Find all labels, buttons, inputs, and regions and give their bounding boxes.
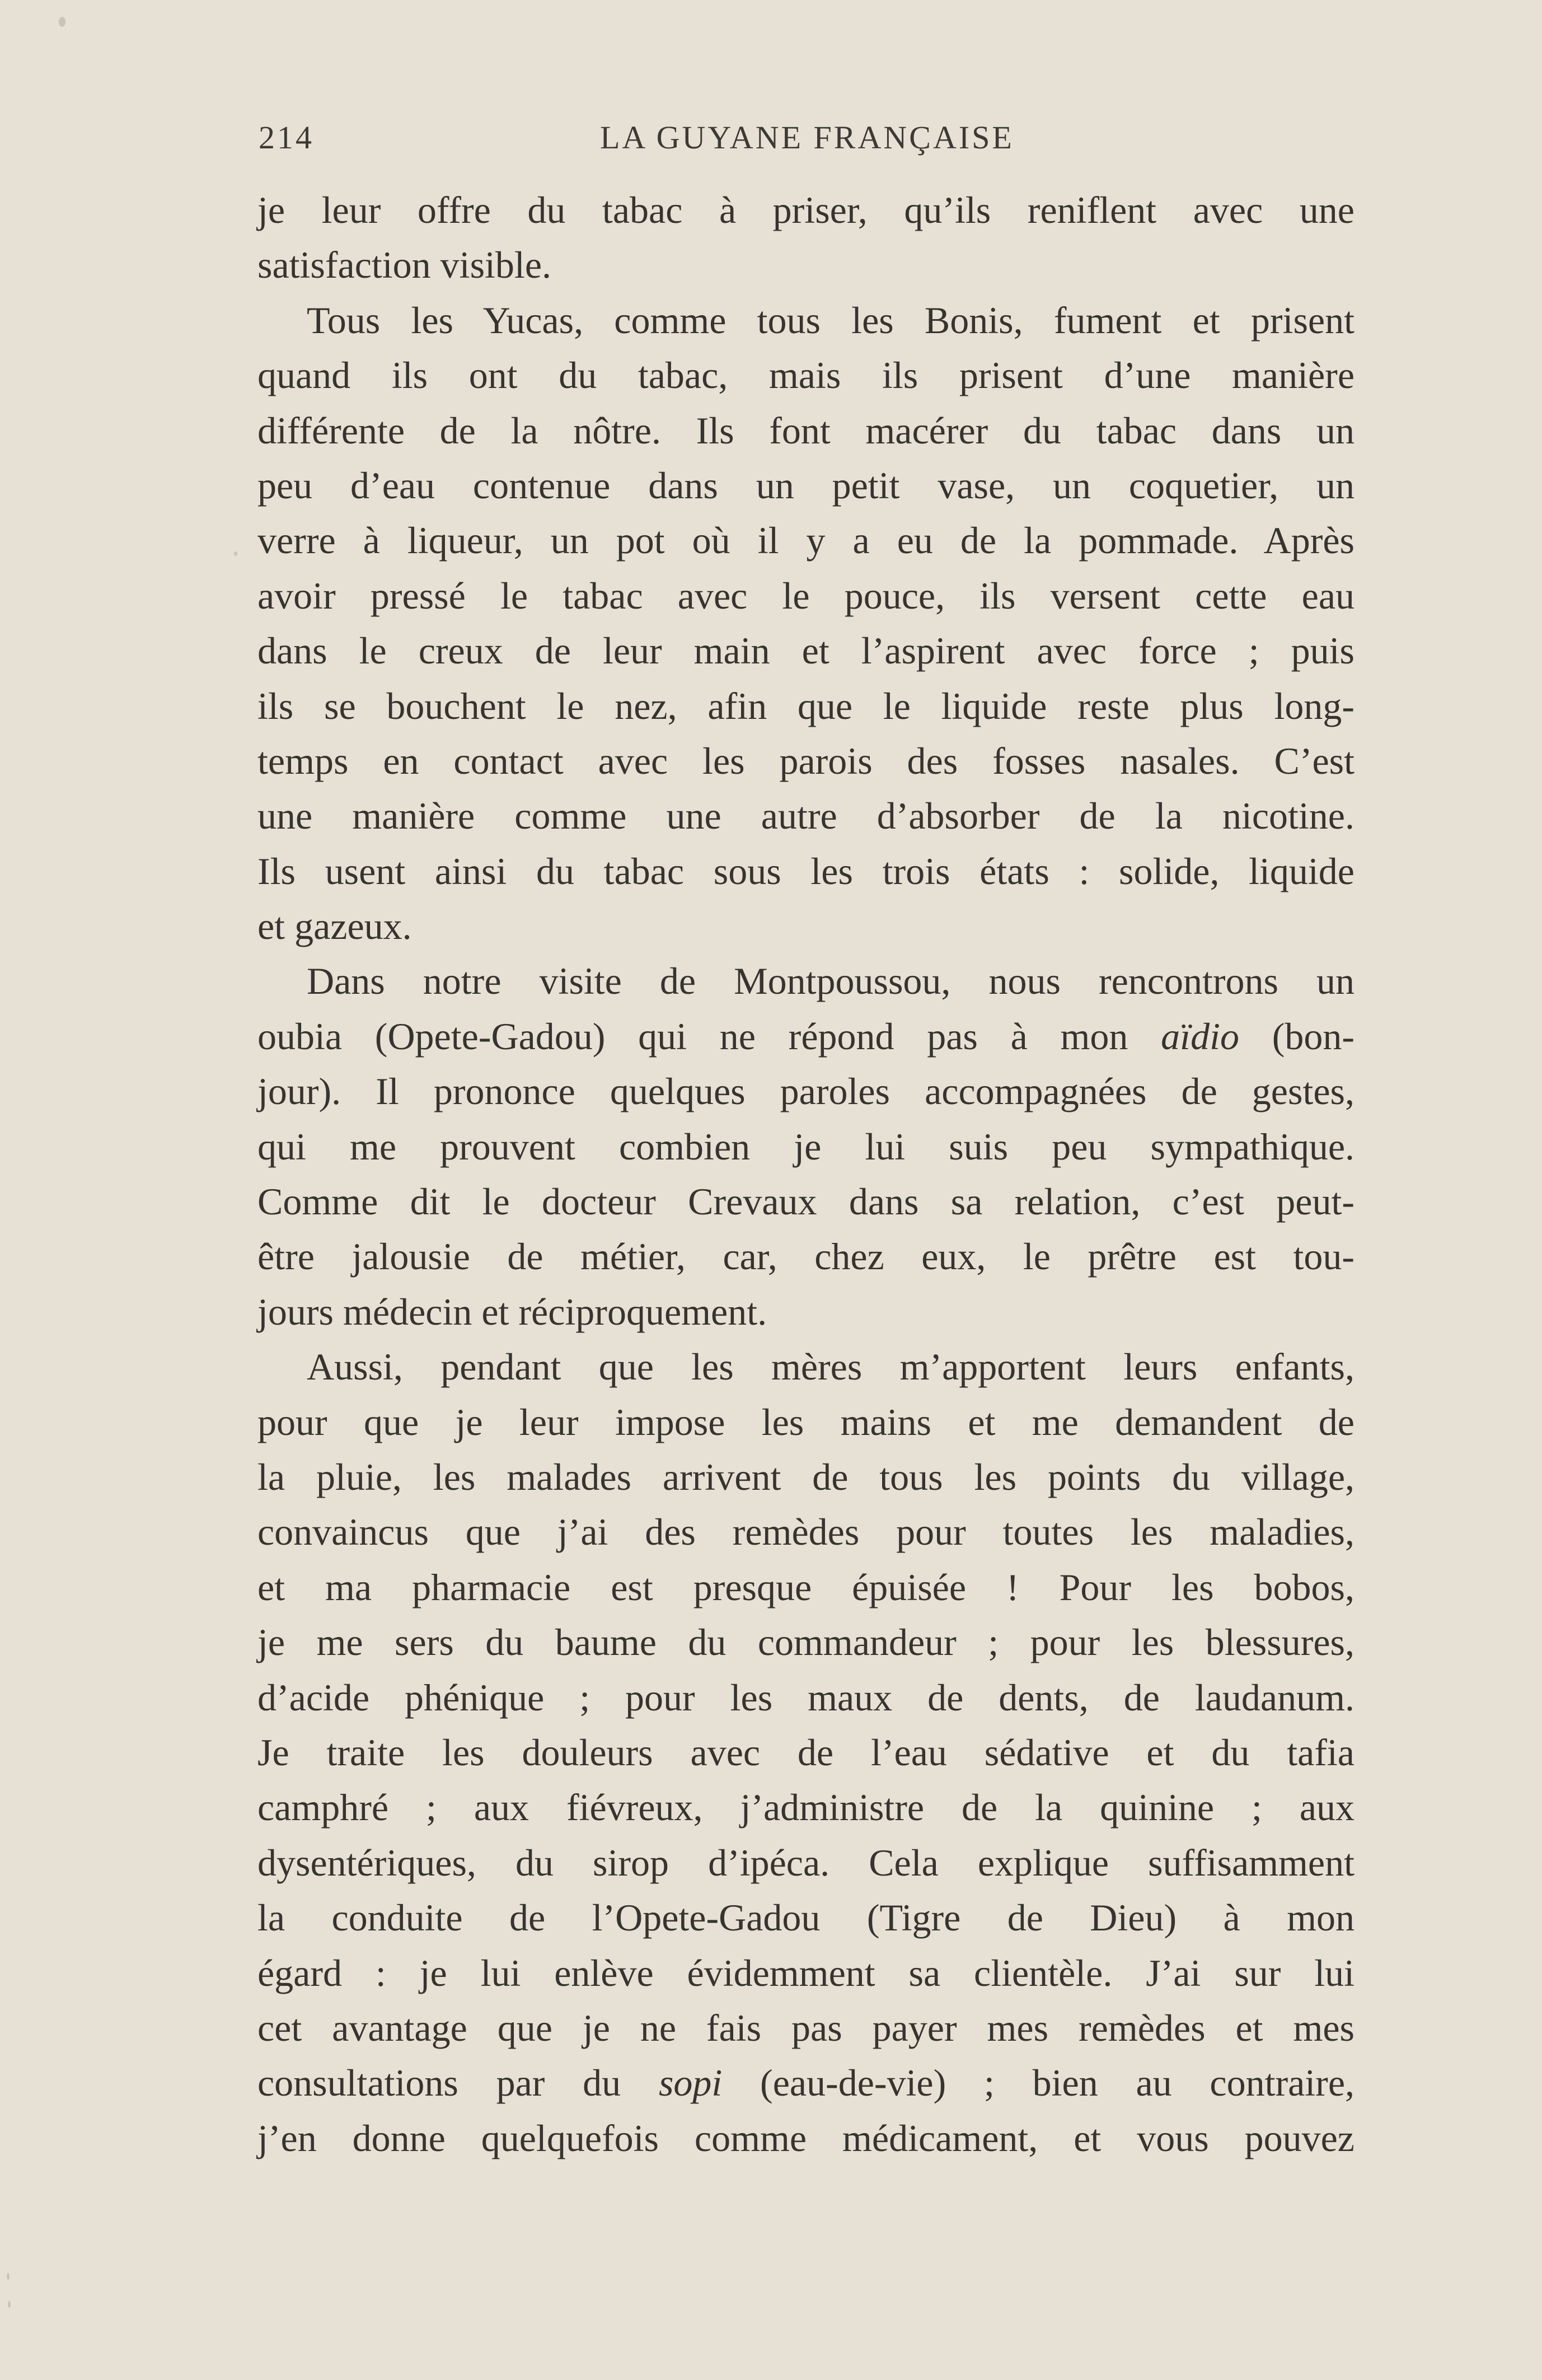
text-line <box>257 1395 1354 1449</box>
text-segment: Tous les Yucas, comme tous les Bonis, fument et prisent <box>307 298 1354 342</box>
body-text <box>257 183 1354 2166</box>
text-segment: Dans notre visite de Montpoussou, nous rencontrons un <box>307 960 1354 1003</box>
text-segment: (eau-de-vie) ; bien au contraire, <box>722 2061 1355 2105</box>
text-line <box>257 1780 1354 1835</box>
page-smudge <box>8 2301 11 2308</box>
text-line <box>257 2000 1354 2055</box>
page-smudge <box>59 17 65 27</box>
text-segment: et ma pharmacie est presque épuisée ! Pour les bobos, <box>257 1565 1354 1609</box>
text-line <box>257 1449 1354 1504</box>
text-line <box>257 788 1354 843</box>
text-line <box>257 2055 1354 2110</box>
text-segment: convaincus que j’ai des remèdes pour toutes les maladies, <box>257 1511 1354 1554</box>
text-segment: ils se bouchent le nez, afin que le liquide reste plus long- <box>257 684 1354 727</box>
italic-word: sopi <box>658 2061 723 2105</box>
text-line <box>257 679 1354 733</box>
page-number: 214 <box>259 119 314 156</box>
page-smudge <box>7 2273 10 2280</box>
page-header <box>259 119 1356 158</box>
text-segment: Comme dit le docteur Crevaux dans sa relation, c’est peut- <box>257 1180 1354 1223</box>
text-segment: d’acide phénique ; pour les maux de dents, de laudanum. <box>257 1676 1354 1719</box>
text-segment: égard : je lui enlève évidemment sa clientèle. J’ai sur lui <box>257 1951 1354 1994</box>
text-segment: je me sers du baume du commandeur ; pour les blessures, <box>257 1621 1354 1664</box>
text-line <box>257 1229 1354 1284</box>
text-segment: la conduite de l’Opete-Gadou (Tigre de Dieu) à mon <box>257 1896 1354 1939</box>
text-line <box>257 1284 1354 1339</box>
text-line <box>257 844 1354 899</box>
text-segment: avoir pressé le tabac avec le pouce, ils versent cette eau <box>257 574 1354 617</box>
text-line <box>257 1670 1354 1725</box>
text-line <box>257 1725 1354 1780</box>
text-segment: camphré ; aux fiévreux, j’administre de la quinine ; aux <box>257 1786 1354 1829</box>
text-segment: différente de la nôtre. Ils font macérer du tabac dans un <box>257 409 1354 452</box>
text-segment: qui me prouvent combien je lui suis peu sympathique. <box>257 1125 1354 1168</box>
text-segment: la pluie, les malades arrivent de tous les points du village, <box>257 1455 1354 1498</box>
text-line <box>257 568 1354 623</box>
text-line <box>257 513 1354 568</box>
text-segment: jours médecin et réciproquement. <box>257 1290 767 1333</box>
text-line <box>257 953 1354 1008</box>
text-line <box>257 1339 1354 1394</box>
running-title: LA GUYANE FRANÇAISE <box>600 119 1014 156</box>
text-segment: peu d’eau contenue dans un petit vase, un coquetier, un <box>257 464 1354 507</box>
text-segment: (bon- <box>1239 1014 1354 1058</box>
text-line <box>257 237 1354 292</box>
text-line <box>257 1064 1354 1119</box>
italic-word: aïdio <box>1161 1014 1239 1058</box>
page-smudge <box>234 551 237 556</box>
text-line <box>257 1615 1354 1670</box>
text-line <box>257 1835 1354 1890</box>
text-segment: être jalousie de métier, car, chez eux, le prêtre est tou- <box>257 1235 1354 1278</box>
text-line <box>257 458 1354 513</box>
text-line <box>257 1009 1354 1064</box>
text-segment: Je traite les douleurs avec de l’eau sédative et du tafia <box>257 1731 1354 1774</box>
text-line <box>257 183 1354 237</box>
text-line <box>257 623 1354 678</box>
text-segment: une manière comme une autre d’absorber de la nicotine. <box>257 794 1354 838</box>
text-line <box>257 1119 1354 1174</box>
text-line <box>257 293 1354 348</box>
text-segment: dysentériques, du sirop d’ipéca. Cela explique suffisamment <box>257 1841 1354 1884</box>
text-line <box>257 348 1354 403</box>
text-line <box>257 1946 1354 2000</box>
text-segment: j’en donne quelquefois comme médicament, et vous pouvez <box>257 2116 1354 2159</box>
text-line <box>257 1890 1354 1945</box>
text-segment: pour que je leur impose les mains et me demandent de <box>257 1400 1354 1443</box>
text-segment: temps en contact avec les parois des fosses nasales. C’est <box>257 739 1354 782</box>
text-line <box>257 733 1354 788</box>
text-segment: Ils usent ainsi du tabac sous les trois états : solide, liquide <box>257 849 1354 892</box>
text-line <box>257 403 1354 458</box>
text-line <box>257 1504 1354 1559</box>
text-segment: quand ils ont du tabac, mais ils prisent d’une manière <box>257 354 1354 397</box>
text-line <box>257 1174 1354 1229</box>
text-segment: dans le creux de leur main et l’aspirent avec force ; puis <box>257 629 1354 672</box>
text-segment: consultations par du <box>257 2061 659 2105</box>
text-segment: jour). Il prononce quelques paroles accompagnées de gestes, <box>257 1070 1354 1113</box>
text-segment: satisfaction visible. <box>257 244 552 287</box>
text-segment: Aussi, pendant que les mères m’apportent leurs enfants, <box>307 1345 1354 1388</box>
text-line <box>257 2111 1354 2166</box>
text-segment: et gazeux. <box>257 905 412 948</box>
text-line <box>257 1560 1354 1615</box>
text-segment: verre à liqueur, un pot où il y a eu de la pommade. Après <box>257 519 1354 562</box>
text-line <box>257 899 1354 953</box>
text-segment: je leur offre du tabac à priser, qu’ils reniflent avec une <box>257 189 1354 231</box>
text-segment: cet avantage que je ne fais pas payer mes remèdes et mes <box>257 2006 1354 2049</box>
text-segment: oubia (Opete-Gadou) qui ne répond pas à mon <box>257 1014 1161 1058</box>
